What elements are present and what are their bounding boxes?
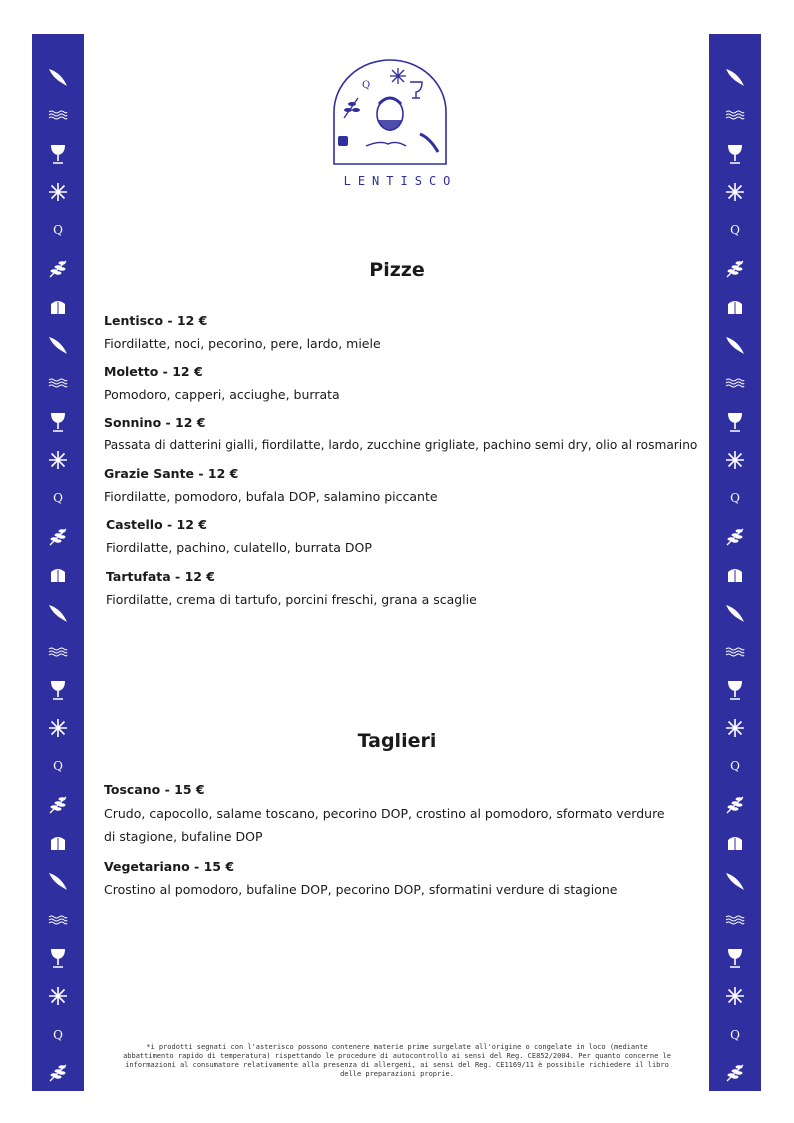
wine-glass-icon bbox=[722, 143, 748, 165]
star-icon bbox=[722, 449, 748, 471]
wine-glass-icon bbox=[45, 143, 71, 165]
letter-q-icon: Q bbox=[53, 759, 63, 774]
fish-icon bbox=[722, 870, 748, 892]
herb-branch-icon bbox=[722, 1062, 748, 1084]
fish-icon bbox=[722, 334, 748, 356]
waves-icon bbox=[45, 104, 71, 126]
herb-branch-icon bbox=[45, 1062, 71, 1084]
waves-icon bbox=[45, 909, 71, 931]
fish-icon bbox=[45, 66, 71, 88]
letter-q-icon: Q bbox=[730, 1027, 740, 1042]
letter-q-icon: Q bbox=[730, 491, 740, 506]
letter-q-icon: Q bbox=[730, 759, 740, 774]
wine-glass-icon bbox=[722, 679, 748, 701]
wine-glass-icon bbox=[45, 679, 71, 701]
bread-icon bbox=[722, 832, 748, 854]
herb-branch-icon bbox=[722, 794, 748, 816]
menu-item-name: Castello - 12 € bbox=[106, 517, 207, 532]
lentisco-logo bbox=[332, 58, 448, 166]
bread-icon bbox=[45, 832, 71, 854]
wine-glass-icon bbox=[45, 947, 71, 969]
right-border-band bbox=[709, 34, 761, 1091]
svg-text:Q: Q bbox=[362, 80, 371, 91]
menu-item-desc: Pomodoro, capperi, acciughe, burrata bbox=[104, 387, 340, 402]
fish-icon bbox=[722, 602, 748, 624]
star-icon bbox=[722, 985, 748, 1007]
menu-item-desc: Fiordilatte, pomodoro, bufala DOP, salamino piccante bbox=[104, 489, 438, 504]
menu-item-name: Tartufata - 12 € bbox=[106, 569, 216, 584]
menu-item-desc: Fiordilatte, noci, pecorino, pere, lardo, miele bbox=[104, 336, 381, 351]
left-border-band bbox=[32, 34, 84, 1091]
menu-item-desc: Fiordilatte, crema di tartufo, porcini freschi, grana a scaglie bbox=[106, 592, 477, 607]
fish-icon bbox=[45, 334, 71, 356]
herb-branch-icon bbox=[722, 526, 748, 548]
bread-icon bbox=[45, 296, 71, 318]
fish-icon bbox=[45, 602, 71, 624]
wine-glass-icon bbox=[722, 411, 748, 433]
allergen-footnote: *i prodotti segnati con l'asterisco possono contenere materie prime surgelate all'origine o congelate in loco (mediante abbattimento rapido di temperatura) rispettando le procedure di autocontrollo ai sensi del Reg. CE852/2004. Per quanto concerne le informazioni al consumatore relativamente alla presenza di allergeni, ai sensi del Reg. CE1169/11 è possibile richiedere il libro delle preparazioni proprie. bbox=[123, 1043, 671, 1078]
brand-name: LENTISCO bbox=[343, 174, 458, 188]
letter-q-icon: Q bbox=[53, 1027, 63, 1042]
herb-branch-icon bbox=[45, 526, 71, 548]
star-icon bbox=[45, 985, 71, 1007]
menu-item-desc: Crudo, capocollo, salame toscano, pecorino DOP, crostino al pomodoro, sformato verdure di stagione, bufaline DOP bbox=[104, 806, 665, 844]
waves-icon bbox=[722, 641, 748, 663]
bread-icon bbox=[45, 564, 71, 586]
herb-branch-icon bbox=[45, 794, 71, 816]
waves-icon bbox=[722, 372, 748, 394]
menu-item-name: Vegetariano - 15 € bbox=[104, 859, 235, 874]
menu-item-name: Lentisco - 12 € bbox=[104, 313, 208, 328]
section-title-taglieri: Taglieri bbox=[357, 730, 437, 752]
menu-item-desc: Fiordilatte, pachino, culatello, burrata DOP bbox=[106, 540, 372, 555]
fish-icon bbox=[45, 870, 71, 892]
letter-q-icon: Q bbox=[53, 223, 63, 238]
letter-q-icon: Q bbox=[730, 223, 740, 238]
menu-item-name: Toscano - 15 € bbox=[104, 782, 205, 797]
wine-glass-icon bbox=[722, 947, 748, 969]
waves-icon bbox=[45, 372, 71, 394]
waves-icon bbox=[45, 641, 71, 663]
section-title-pizze: Pizze bbox=[369, 259, 425, 281]
menu-item-desc: Passata di datterini gialli, fiordilatte, lardo, zucchine grigliate, pachino semi dry, olio al rosmarino bbox=[104, 438, 698, 452]
menu-item-name: Moletto - 12 € bbox=[104, 364, 203, 379]
fish-icon bbox=[722, 66, 748, 88]
bread-icon bbox=[722, 564, 748, 586]
menu-item-name: Sonnino - 12 € bbox=[104, 415, 206, 430]
wine-glass-icon bbox=[45, 411, 71, 433]
menu-item-name: Grazie Sante - 12 € bbox=[104, 466, 239, 481]
menu-item-desc: Crostino al pomodoro, bufaline DOP, pecorino DOP, sformatini verdure di stagione bbox=[104, 882, 618, 897]
waves-icon bbox=[722, 909, 748, 931]
star-icon bbox=[45, 449, 71, 471]
letter-q-icon: Q bbox=[53, 491, 63, 506]
bread-icon bbox=[722, 296, 748, 318]
waves-icon bbox=[722, 104, 748, 126]
